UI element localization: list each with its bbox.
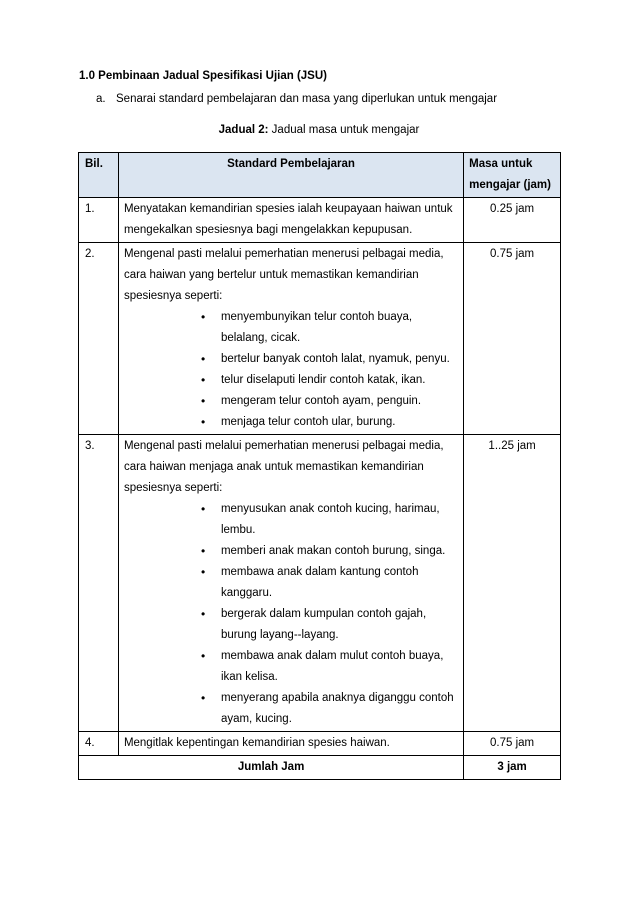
total-row — [79, 756, 561, 780]
standard-cell — [118, 732, 463, 756]
standard-cell — [118, 243, 463, 435]
example-list-item: • bergerak dalam kumpulan contoh gajah, burung layang--layang. — [201, 604, 458, 646]
subitem-text: Senarai standard pembelajaran dan masa yang diperlukan untuk mengajar — [116, 93, 498, 105]
standard-text: Mengenal pasti melalui pemerhatian menerusi pelbagai media, cara haiwan yang bertelur untuk memastikan kemandirian spesiesnya seperti: — [123, 248, 444, 302]
example-list-item: • memberi anak makan contoh burung, singa. — [201, 541, 458, 562]
header-bil: Bil. — [79, 153, 119, 198]
example-list — [124, 499, 458, 730]
time-cell: 0.75 jam — [464, 243, 561, 435]
row-number: 2. — [79, 243, 119, 435]
example-list-item: • bertelur banyak contoh lalat, nyamuk, penyu. — [201, 349, 458, 370]
table-row — [79, 198, 561, 243]
header-standard: Standard Pembelajaran — [118, 153, 463, 198]
subitem-marker: a. — [96, 93, 106, 105]
example-list — [124, 307, 458, 433]
standard-text: Mengenal pasti melalui pemerhatian menerusi pelbagai media, cara haiwan menjaga anak untuk memastikan kemandirian spesiesnya seperti: — [123, 440, 444, 494]
example-list-item: • membawa anak dalam mulut contoh buaya, ikan kelisa. — [201, 646, 458, 688]
example-list-item: • menjaga telur contoh ular, burung. — [201, 412, 458, 433]
row-number: 1. — [79, 198, 119, 243]
standard-cell — [118, 435, 463, 732]
example-list-item: • membawa anak dalam kantung contoh kanggaru. — [201, 562, 458, 604]
time-cell: 0.75 jam — [464, 732, 561, 756]
example-list-item: • menyembunyikan telur contoh buaya, belalang, cicak. — [201, 307, 458, 349]
table-body — [79, 198, 561, 756]
standard-text: Mengitlak kepentingan kemandirian spesies haiwan. — [123, 737, 390, 749]
time-cell: 0.25 jam — [464, 198, 561, 243]
row-number: 4. — [79, 732, 119, 756]
total-value: 3 jam — [464, 756, 561, 780]
standard-cell — [118, 198, 463, 243]
table-caption — [0, 124, 638, 136]
table-row — [79, 243, 561, 435]
example-list-item: • menyusukan anak contoh kucing, harimau, lembu. — [201, 499, 458, 541]
caption-label: Jadual 2: — [218, 124, 269, 136]
example-list-item: • telur diselaputi lendir contoh katak, ikan. — [201, 370, 458, 391]
caption-text: Jadual masa untuk mengajar — [268, 124, 420, 136]
header-masa: Masa untuk mengajar (jam) — [464, 153, 561, 198]
standard-text: Menyatakan kemandirian spesies ialah keupayaan haiwan untuk mengekalkan spesiesnya bagi mengelakkan kepupusan. — [123, 203, 453, 236]
section-heading: 1.0 Pembinaan Jadual Spesifikasi Ujian (JSU) — [79, 70, 327, 82]
example-list-item: • menyerang apabila anaknya diganggu contoh ayam, kucing. — [201, 688, 458, 730]
subitem — [96, 93, 497, 105]
table-header-row — [79, 153, 561, 198]
table-row — [79, 732, 561, 756]
total-label: Jumlah Jam — [79, 756, 464, 780]
example-list-item: • mengeram telur contoh ayam, penguin. — [201, 391, 458, 412]
time-cell: 1..25 jam — [464, 435, 561, 732]
row-number: 3. — [79, 435, 119, 732]
table-row — [79, 435, 561, 732]
jsu-table — [78, 152, 561, 780]
